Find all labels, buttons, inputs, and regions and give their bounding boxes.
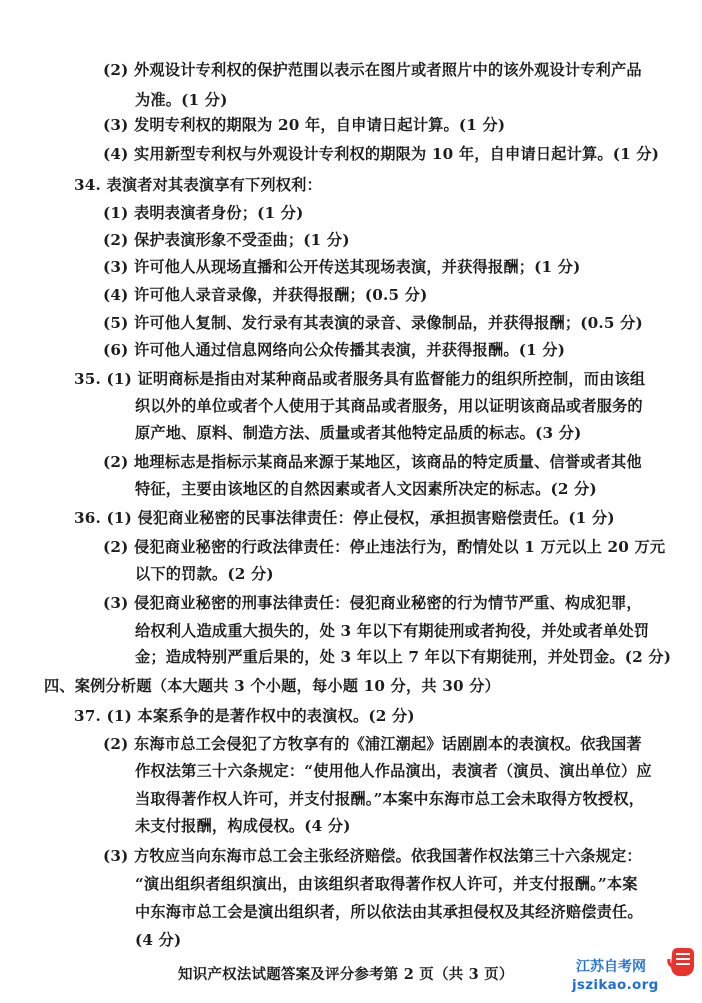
answer-37-2-line-3: 当取得著作权人许可，并支付报酬。”本案中东海市总工会未取得方牧授权， bbox=[135, 790, 645, 808]
answer-35-1-line-1: 35. (1) 证明商标是指由对某种商品或者服务具有监督能力的组织所控制，而由该组 bbox=[74, 370, 646, 388]
answer-36-2-line-2: 以下的罚款。(2 分) bbox=[135, 565, 274, 583]
fist-logo-icon bbox=[666, 944, 696, 980]
answer-34-6: (6) 许可他人通过信息网络向公众传播其表演，并获得报酬。(1 分) bbox=[103, 341, 566, 359]
answer-36-3-line-3: 金；造成特别严重后果的，处 3 年以上 7 年以下有期徒刑，并处罚金。(2 分) bbox=[135, 648, 672, 666]
answer-36-2-line-1: (2) 侵犯商业秘密的行政法律责任：停止违法行为，酌情处以 1 万元以上 20 万元 bbox=[103, 538, 666, 556]
answer-35-1-line-2: 织以外的单位或者个人使用于其商品或者服务，用以证明该商品或者服务的 bbox=[135, 397, 643, 415]
answer-37-3-line-4: (4 分) bbox=[135, 931, 182, 949]
answer-33-3: (3) 发明专利权的期限为 20 年，自申请日起计算。(1 分) bbox=[103, 116, 506, 134]
answer-34-2: (2) 保护表演形象不受歪曲；(1 分) bbox=[103, 231, 350, 249]
answer-37-3-line-3: 中东海市总工会是演出组织者，所以依法由其承担侵权及其经济赔偿责任。 bbox=[135, 903, 643, 921]
answer-37-3-line-2: “演出组织者组织演出，由该组织者取得著作权人许可，并支付报酬。”本案 bbox=[135, 875, 638, 893]
answer-37-2-line-2: 作权法第三十六条规定：“使用他人作品演出，表演者（演员、演出单位）应 bbox=[135, 762, 652, 780]
answer-35-2-line-2: 特征，主要由该地区的自然因素或者人文因素所决定的标志。(2 分) bbox=[135, 480, 597, 498]
site-watermark[interactable] bbox=[572, 944, 698, 1000]
answer-37-1: 37. (1) 本案系争的是著作权中的表演权。(2 分) bbox=[74, 707, 415, 725]
answer-33-2-line-2: 为准。(1 分) bbox=[135, 91, 228, 109]
section-4-heading: 四、案例分析题（本大题共 3 个小题，每小题 10 分，共 30 分） bbox=[44, 677, 501, 695]
answer-35-1-line-3: 原产地、原料、制造方法、质量或者其他特定品质的标志。(3 分) bbox=[135, 424, 582, 442]
answer-36-3-line-1: (3) 侵犯商业秘密的刑事法律责任：侵犯商业秘密的行为情节严重、构成犯罪， bbox=[103, 594, 642, 612]
answer-34-1: (1) 表明表演者身份；(1 分) bbox=[103, 204, 304, 222]
page-footer: 知识产权法试题答案及评分参考第 2 页（共 3 页） bbox=[178, 966, 514, 983]
answer-34-5: (5) 许可他人复制、发行录有其表演的录音、录像制品，并获得报酬；(0.5 分) bbox=[103, 314, 643, 332]
answer-36-1: 36. (1) 侵犯商业秘密的民事法律责任：停止侵权，承担损害赔偿责任。(1 分) bbox=[74, 509, 615, 527]
answer-34-3: (3) 许可他人从现场直播和公开传送其现场表演，并获得报酬；(1 分) bbox=[103, 258, 581, 276]
answer-37-2-line-1: (2) 东海市总工会侵犯了方牧享有的《浦江潮起》话剧剧本的表演权。依我国著 bbox=[103, 735, 642, 753]
answer-33-2-line-1: (2) 外观设计专利权的保护范围以表示在图片或者照片中的该外观设计专利产品 bbox=[103, 61, 642, 79]
answer-35-2-line-1: (2) 地理标志是指标示某商品来源于某地区，该商品的特定质量、信誉或者其他 bbox=[103, 453, 642, 471]
answer-34-4: (4) 许可他人录音录像，并获得报酬；(0.5 分) bbox=[103, 286, 428, 304]
watermark-site-name: 江苏自考网 bbox=[576, 959, 646, 975]
answer-33-4: (4) 实用新型专利权与外观设计专利权的期限为 10 年，自申请日起计算。(1 分) bbox=[103, 145, 660, 163]
watermark-site-url: jszikao.org bbox=[572, 977, 659, 993]
answer-37-3-line-1: (3) 方牧应当向东海市总工会主张经济赔偿。依我国著作权法第三十六条规定： bbox=[103, 847, 642, 865]
question-34-heading: 34. 表演者对其表演享有下列权利： bbox=[74, 176, 322, 194]
answer-36-3-line-2: 给权利人造成重大损失的，处 3 年以下有期徒刑或者拘役，并处或者单处罚 bbox=[135, 622, 650, 640]
answer-37-2-line-4: 未支付报酬，构成侵权。(4 分) bbox=[135, 817, 351, 835]
